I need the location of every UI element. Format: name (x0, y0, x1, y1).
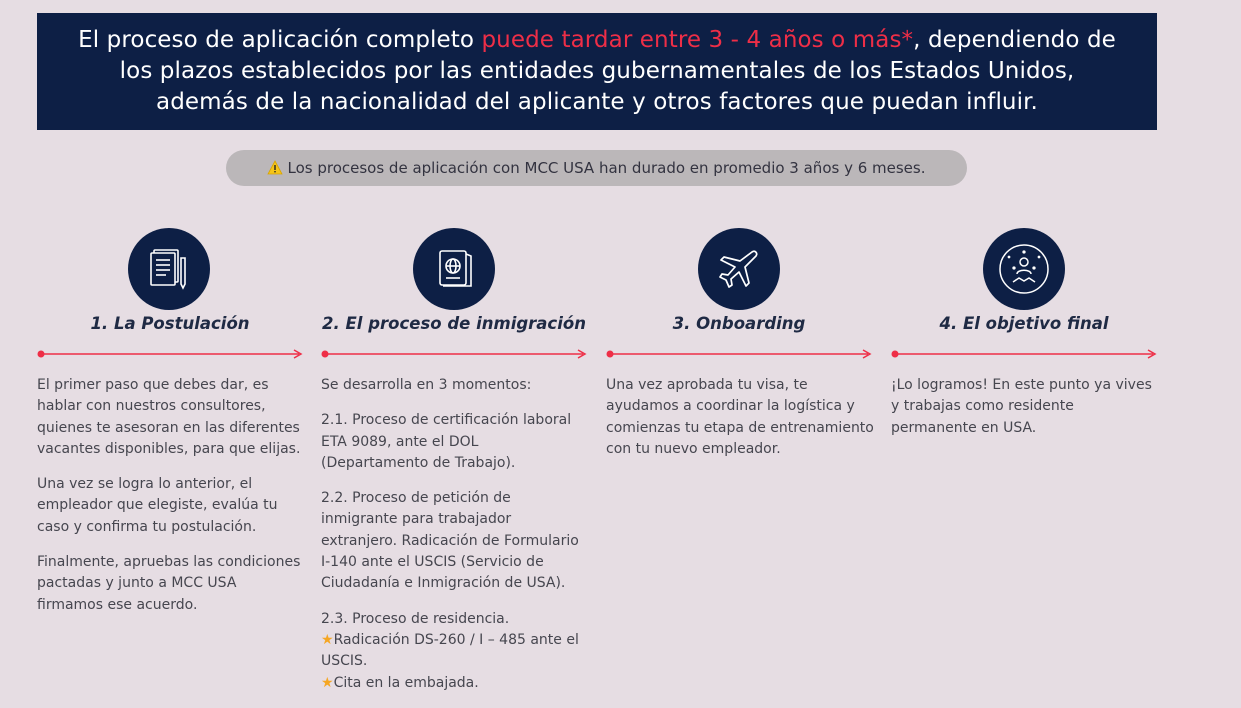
banner-text: El proceso de aplicación completo (78, 27, 482, 53)
step-2-bullet-text: Radicación DS-260 / I – 485 ante el USCIS. (321, 631, 579, 670)
step-2-item-3-title: 2.3. Proceso de residencia. (321, 610, 510, 627)
passport-icon (413, 228, 495, 310)
star-icon: ★ (321, 631, 334, 648)
step-3-description (606, 375, 874, 474)
step-2-intro: Se desarrolla en 3 momentos: (321, 377, 532, 393)
step-2-arrow (321, 349, 589, 359)
step-2-bullet (321, 630, 589, 673)
step-4-title: 4. El objetivo final (939, 314, 1109, 333)
step-1-paragraph: Una vez se logra lo anterior, el empleador que elegiste, evalúa tu caso y confirma tu postulación. (37, 476, 278, 535)
step-2-item-3 (321, 609, 589, 694)
step-4-description (891, 375, 1159, 453)
banner-text-after: , dependiendo de (913, 27, 1116, 53)
step-2-bullet (321, 673, 589, 694)
step-3-paragraph: Una vez aprobada tu visa, te ayudamos a coordinar la logística y comienzas tu etapa de entrenamiento con tu nuevo empleador. (606, 377, 874, 457)
notice-text: Los procesos de aplicación con MCC USA han durado en promedio 3 años y 6 meses. (287, 159, 926, 177)
step-2-description (321, 375, 589, 708)
step-4-arrow (891, 349, 1159, 359)
step-3-arrow (606, 349, 874, 359)
average-duration-notice (226, 150, 967, 186)
step-2-bullet-text: Cita en la embajada. (333, 674, 479, 691)
banner-line-2: los plazos establecidos por las entidades gubernamentales de los Estados Unidos, (119, 58, 1075, 84)
banner-highlight: puede tardar entre 3 - 4 años o más* (481, 27, 914, 53)
step-3-title: 3. Onboarding (672, 314, 806, 333)
banner-line-1 (37, 25, 1157, 56)
step-1-paragraph: Finalmente, apruebas las condiciones pactadas y junto a MCC USA firmamos ese acuerdo. (37, 554, 301, 613)
document-pen-icon (128, 228, 210, 310)
step-1-arrow (37, 349, 305, 359)
step-1-paragraph: El primer paso que debes dar, es hablar con nuestros consultores, quienes te asesoran en las diferentes vacantes disponibles, para que elijas. (37, 377, 301, 457)
banner-line-3: además de la nacionalidad del aplicante y otros factores que puedan influir. (156, 89, 1038, 115)
warning-icon (267, 152, 283, 167)
handshake-person-icon (983, 228, 1065, 310)
star-icon: ★ (321, 674, 334, 691)
step-1-description (37, 375, 305, 630)
step-2-title: 2. El proceso de inmigración (322, 314, 586, 333)
step-2-item-2: 2.2. Proceso de petición de inmigrante para trabajador extranjero. Radicación de Formulario I-140 ante el USCIS (Servicio de Ciudadanía e Inmigración de USA). (321, 490, 579, 592)
airplane-icon (698, 228, 780, 310)
step-4-paragraph: ¡Lo logramos! En este punto ya vives y trabajas como residente permanente en USA. (891, 377, 1152, 436)
header-banner (37, 13, 1157, 130)
step-1-title: 1. La Postulación (90, 314, 250, 333)
step-2-item-1: 2.1. Proceso de certificación laboral ETA 9089, ante el DOL (Departamento de Trabajo). (321, 412, 572, 471)
